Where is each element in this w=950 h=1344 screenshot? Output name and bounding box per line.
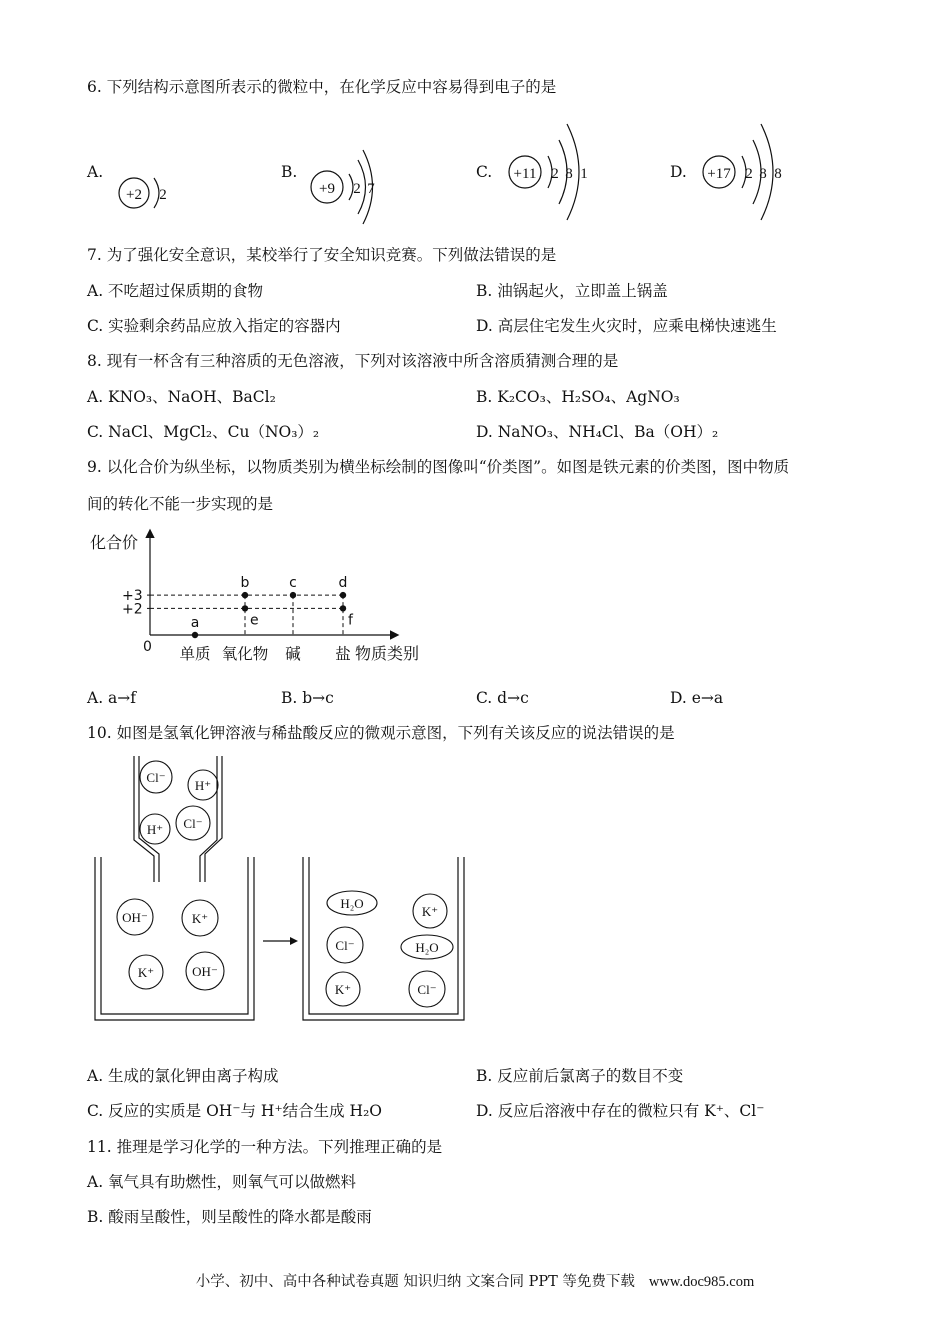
q9-stem-line-1: 9. 以化合价为纵坐标，以物质类别为横坐标绘制的图像叫“价类图”。如图是铁元素的价类图，图中物质 — [87, 458, 790, 476]
atom-d-shell-1: 2 — [745, 166, 753, 182]
q9-option-a: A. a→f — [87, 689, 137, 707]
ion-label: Cl⁻ — [183, 816, 203, 831]
q7-option-d: D. 高层住宅发生火灾时，应乘电梯快速逃生 — [476, 317, 777, 335]
q9-option-d: D. e→a — [670, 689, 724, 707]
q6-stem: 6. 下列结构示意图所表示的微粒中，在化学反应中容易得到电子的是 — [87, 78, 557, 96]
ion-label: H⁺ — [194, 778, 212, 793]
beaker-after-ion-6 — [409, 971, 445, 1007]
beaker-after-ion-3 — [327, 927, 363, 963]
chart-origin-label: 0 — [143, 639, 152, 655]
atom-c-shell-1: 2 — [551, 166, 559, 182]
footer-text: 小学、初中、高中各种试卷真题 知识归纳 文案合同 PPT 等免费下载 — [195, 1274, 635, 1290]
beaker-after-molecule-4 — [401, 935, 453, 959]
ion-label: OH⁻ — [192, 964, 218, 979]
ion-label: H₂O — [340, 896, 364, 911]
atom-d-nucleus: +17 — [707, 166, 731, 182]
q8-option-d: D. NaNO₃、NH₄Cl、Ba（OH）₂ — [476, 423, 719, 441]
dropper-ion-3 — [140, 814, 170, 844]
reaction-micro-diagram — [90, 752, 470, 1024]
atom-d-shell-2: 8 — [759, 166, 767, 182]
reaction-arrow-icon — [263, 937, 298, 945]
atom-diagram-d — [697, 116, 797, 228]
chart-x-tick-label: 碱 — [285, 645, 301, 663]
q8-option-a: A. KNO₃、NaOH、BaCl₂ — [87, 388, 276, 406]
atom-diagram-c — [503, 116, 603, 228]
chart-point-label: c — [289, 575, 297, 592]
valence-class-chart — [85, 523, 430, 668]
beaker-after-ion-5 — [326, 972, 360, 1006]
chart-x-tick-label: 单质 — [179, 645, 211, 663]
chart-point-label: a — [190, 615, 200, 631]
chart-x-axis-label: 物质类别 — [355, 644, 420, 663]
q7-stem: 7. 为了强化安全意识，某校举行了安全知识竞赛。下列做法错误的是 — [87, 246, 557, 264]
page-footer — [0, 1270, 950, 1291]
atom-a-shell-1: 2 — [159, 187, 167, 203]
q11-option-a: A. 氧气具有助燃性，则氧气可以做燃料 — [87, 1173, 357, 1191]
beaker-before-ion-4 — [186, 952, 224, 990]
ion-label: Cl⁻ — [146, 770, 166, 785]
chart-x-tick-label: 氧化物 — [221, 645, 269, 663]
atom-b-shell-2: 7 — [367, 181, 375, 197]
q8-stem: 8. 现有一杯含有三种溶质的无色溶液，下列对该溶液中所含溶质猜测合理的是 — [87, 352, 619, 370]
chart-point-d — [340, 592, 346, 598]
q6-option-b-letter: B. — [281, 163, 298, 181]
atom-b-shell-1: 2 — [353, 181, 361, 197]
ion-label: K⁺ — [334, 982, 352, 997]
q6-option-a-letter: A. — [87, 163, 104, 181]
chart-point-label: b — [240, 575, 250, 592]
ion-label: OH⁻ — [122, 910, 148, 925]
beaker-after-ion-2 — [413, 894, 447, 928]
atom-c-shell-3: 1 — [580, 166, 588, 182]
beaker-before-ion-1 — [117, 899, 153, 935]
q8-option-b: B. K₂CO₃、H₂SO₄、AgNO₃ — [476, 388, 680, 406]
footer-site-link[interactable]: www.doc985.com — [648, 1274, 755, 1290]
atom-diagram-a — [110, 160, 200, 230]
q7-option-b: B. 油锅起火，立即盖上锅盖 — [476, 282, 668, 300]
q11-option-b: B. 酸雨呈酸性，则呈酸性的降水都是酸雨 — [87, 1208, 372, 1226]
beaker-after-molecule-1 — [327, 891, 377, 915]
beaker-before — [95, 857, 254, 1020]
chart-y-axis-label: 化合价 — [90, 533, 139, 552]
atom-c-shell-2: 8 — [565, 166, 573, 182]
q6-option-c-letter: C. — [476, 163, 493, 181]
q9-stem-line-2: 间的转化不能一步实现的是 — [87, 495, 274, 513]
chart-point-f — [340, 605, 346, 611]
q8-option-c: C. NaCl、MgCl₂、Cu（NO₃）₂ — [87, 423, 320, 441]
q7-option-a: A. 不吃超过保质期的食物 — [87, 282, 264, 300]
atom-a-nucleus: +2 — [126, 187, 142, 203]
dropper-ion-1 — [140, 761, 172, 793]
q10-option-d: D. 反应后溶液中存在的微粒只有 K⁺、Cl⁻ — [476, 1102, 765, 1120]
ion-label: H₂O — [415, 940, 439, 955]
chart-point-label: e — [250, 612, 259, 629]
q11-stem: 11. 推理是学习化学的一种方法。下列推理正确的是 — [87, 1138, 443, 1156]
q10-stem: 10. 如图是氢氧化钾溶液与稀盐酸反应的微观示意图，下列有关该反应的说法错误的是 — [87, 724, 675, 742]
atom-d-shell-3: 8 — [774, 166, 782, 182]
chart-point-c — [290, 592, 296, 598]
chart-y-tick-label: +3 — [122, 588, 143, 605]
dropper-ion-4 — [176, 806, 210, 840]
beaker-before-ion-2 — [182, 900, 218, 936]
chart-y-tick-label: +2 — [122, 601, 143, 618]
chart-point-e — [242, 605, 248, 611]
ion-label: K⁺ — [137, 965, 155, 980]
ion-label: Cl⁻ — [417, 982, 437, 997]
dropper-ion-2 — [188, 770, 218, 800]
ion-label: H⁺ — [146, 822, 164, 837]
chart-point-label: f — [348, 612, 353, 629]
chart-point-label: d — [338, 575, 348, 592]
atom-c-nucleus: +11 — [513, 166, 537, 182]
q7-option-c: C. 实验剩余药品应放入指定的容器内 — [87, 317, 341, 335]
ion-label: K⁺ — [191, 911, 209, 926]
q10-option-b: B. 反应前后氯离子的数目不变 — [476, 1067, 684, 1085]
chart-point-a — [192, 632, 198, 638]
ion-label: Cl⁻ — [335, 938, 355, 953]
chart-point-b — [242, 592, 248, 598]
q9-option-c: C. d→c — [476, 689, 529, 707]
q9-option-b: B. b→c — [281, 689, 334, 707]
q10-option-c: C. 反应的实质是 OH⁻与 H⁺结合生成 H₂O — [87, 1102, 382, 1120]
atom-diagram-b — [305, 138, 395, 228]
q10-option-a: A. 生成的氯化钾由离子构成 — [87, 1067, 279, 1085]
q6-option-d-letter: D. — [670, 163, 687, 181]
atom-b-nucleus: +9 — [319, 181, 335, 197]
chart-x-tick-label: 盐 — [335, 645, 351, 663]
ion-label: K⁺ — [421, 904, 439, 919]
beaker-before-ion-3 — [129, 955, 163, 989]
